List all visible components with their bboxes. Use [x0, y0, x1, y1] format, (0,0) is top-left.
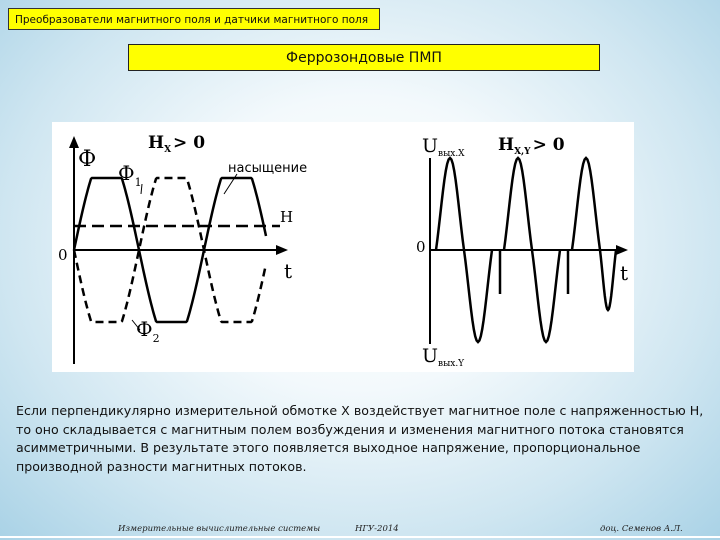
right-t-arrow — [616, 245, 628, 255]
waveform-diagram — [52, 122, 634, 372]
phi1-label: $Ф_1$ — [118, 161, 142, 189]
phi2-label: $Ф_2$ — [136, 317, 160, 345]
right-t-label: t — [620, 261, 629, 285]
left-plot — [58, 133, 307, 364]
h-label: H — [280, 208, 294, 226]
slide-title: Феррозондовые ПМП — [128, 44, 600, 71]
u-bottom-label: $U_{вых.Y}$ — [422, 345, 465, 369]
header-banner: Преобразователи магнитного поля и датчики магнитного поля — [8, 8, 380, 30]
ferroprobe-figure — [52, 122, 634, 372]
saturation-label: насыщение — [228, 161, 308, 176]
left-y-label: Ф — [78, 147, 97, 172]
footer-university: НГУ-2014 — [355, 524, 399, 534]
description-paragraph: Если перпендикулярно измерительной обмотке X воздействует магнитное поле с напряженностью H, то оно складывается с магнитным полем возбуждения и изменения магнитного потока становятся асимметричными. В результате этого появляется выходное напряжение, пропорциональное производной разности магнитных потоков. — [16, 403, 704, 474]
left-t-arrow — [276, 245, 288, 255]
footer-divider — [0, 536, 720, 538]
u-top-label: $U_{вых.X}$ — [422, 135, 465, 159]
left-zero-label: 0 — [58, 246, 68, 264]
right-plot — [416, 135, 628, 369]
left-t-label: t — [284, 259, 293, 283]
footer-course: Измерительные вычислительные системы — [118, 524, 321, 534]
right-zero-label: 0 — [416, 238, 426, 256]
left-condition: $H_X > 0$ — [148, 133, 206, 155]
right-condition: $H_{X,Y} > 0$ — [498, 135, 565, 157]
footer-author: доц. Семенов А.Л. — [600, 524, 683, 534]
